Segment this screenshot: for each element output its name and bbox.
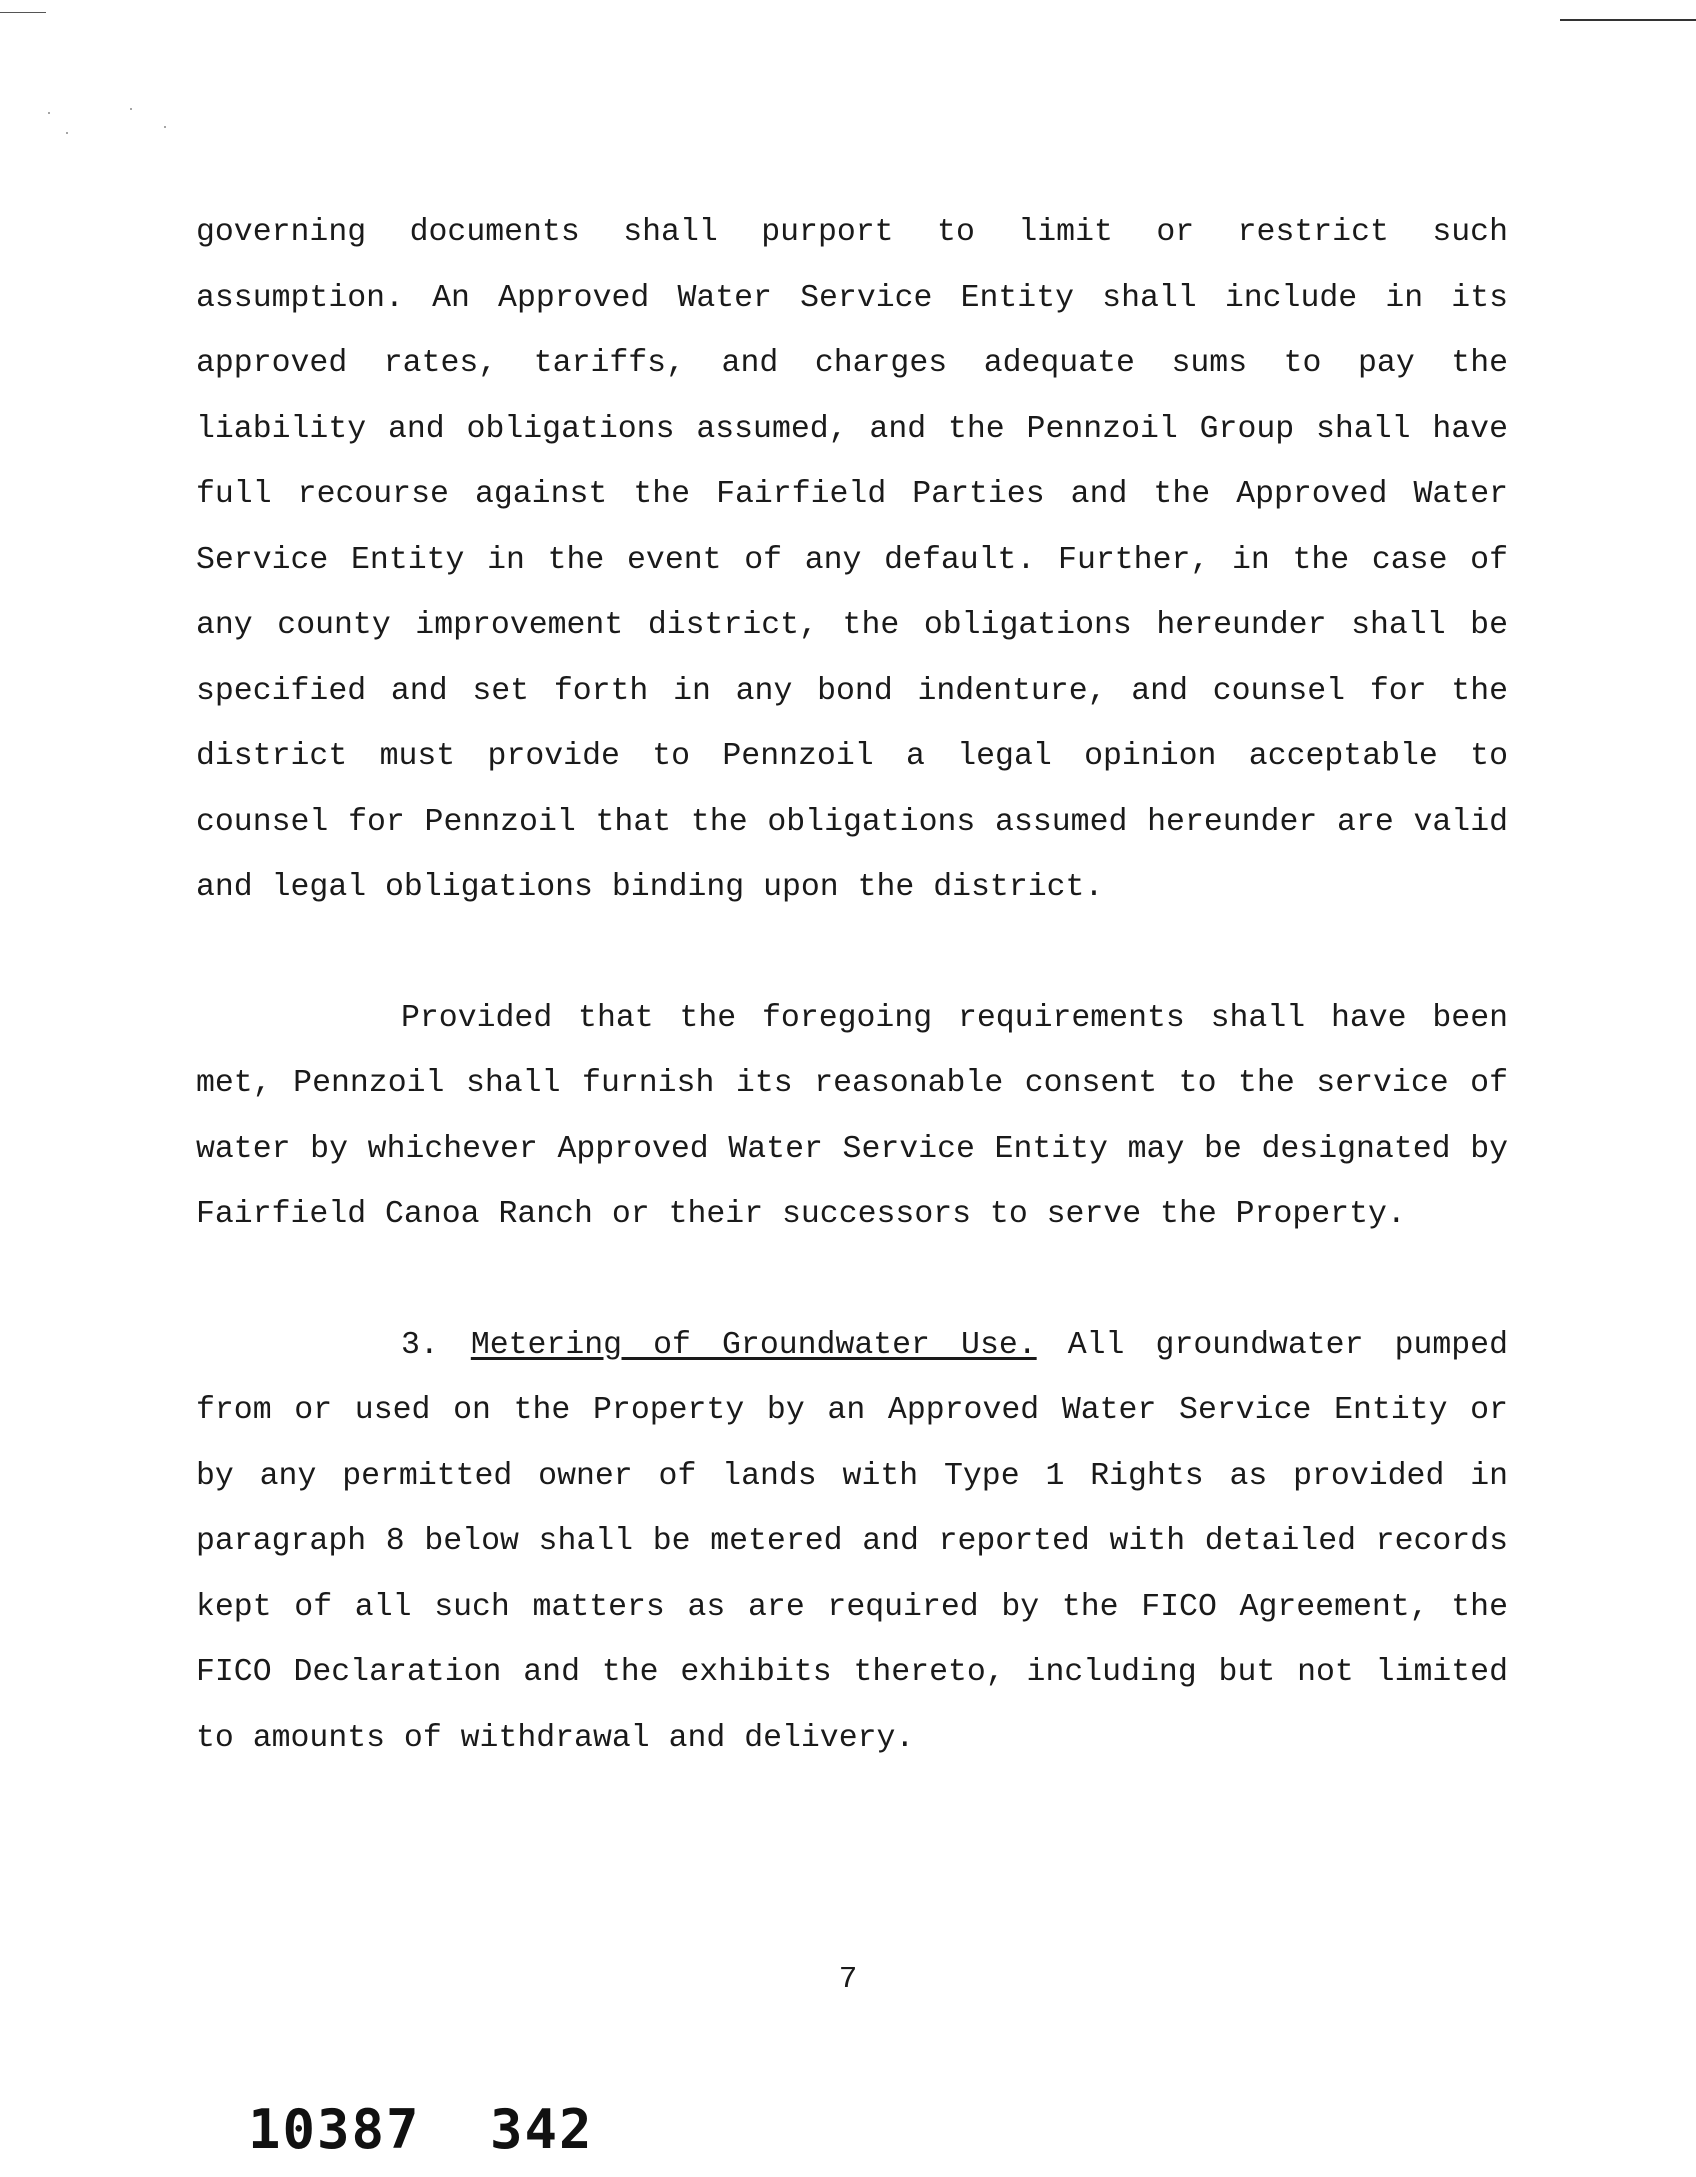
paragraph-continuation: governing documents shall purport to limit or restrict such assumption. An Approved Water Service Entity shall include in its approved rates, tariffs, and charges adequate sums to pay the liability and obligations assumed, and the Pennzoil Group shall have full recourse against the Fairfield Parties and the Approved Water Service Entity in the event of any default. Further, in the case of any county improvement district, the obligations hereunder shall be specified and set forth in any bond indenture, and counsel for the district must provide to Pennzoil a legal opinion acceptable to counsel for Pennzoil that the obligations assumed hereunder are valid and legal obligations binding upon the district.: [196, 215, 1508, 905]
section-heading: Metering of Groundwater Use.: [470, 1327, 1037, 1363]
section-body-text: All groundwater pumped from or used on the Property by an Approved Water Service Entity or by any permitted owner of lands with Type 1 Rights as provided in paragraph 8 below shall be metered and reported with detailed records kept of all such matters as are required by the FICO Agreement, the FICO Declaration and the exhibits thereto, including but not limited to amounts of withdrawal and delivery.: [196, 1327, 1508, 1756]
scan-speck: [130, 108, 132, 110]
section-number: 3.: [401, 1327, 439, 1363]
scan-edge-mark-left: [0, 12, 46, 13]
recording-stamp-page: 342: [490, 2098, 594, 2161]
scan-speck: [66, 132, 68, 134]
recording-stamp-book: 10387: [248, 2098, 421, 2161]
section-3-metering: [196, 1313, 1508, 1772]
document-body: [196, 200, 1508, 1771]
scan-edge-mark-right: [1560, 19, 1696, 21]
paragraph-consent: Provided that the foregoing requirements shall have been met, Pennzoil shall furnish its reasonable consent to the service of water by whichever Approved Water Service Entity may be designated by Fairfield Canoa Ranch or their successors to serve the Property.: [196, 1000, 1508, 1232]
scan-speck: [48, 112, 50, 114]
scan-speck: [164, 126, 166, 128]
page-number: 7: [838, 1962, 858, 1997]
